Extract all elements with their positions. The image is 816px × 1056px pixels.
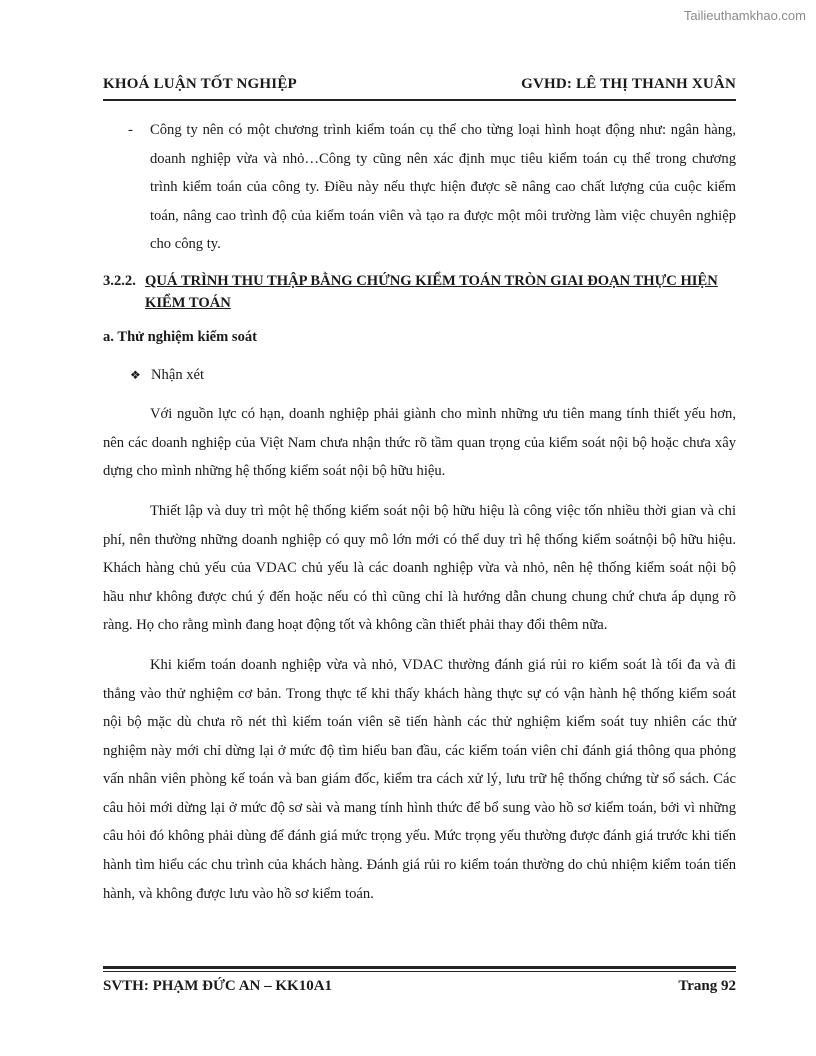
page-number: Trang 92 [678,978,736,994]
page-body [103,116,736,908]
section-heading [103,270,736,314]
header-thesis-title: KHOÁ LUẬN TỐT NGHIỆP [103,76,297,92]
bullet-item [103,116,736,259]
paragraph-1: Với nguồn lực có hạn, doanh nghiệp phải giành cho mình những ưu tiên mang tính thiết yếu hơn, nên các doanh nghiệp của Việt Nam chưa nhận thức rõ tầm quan trọng của kiểm soát nội bộ hoặc chưa xây dựng cho mình những hệ thống kiểm soát nội bộ hữu hiệu. [103,406,736,480]
section-title: QUÁ TRÌNH THU THẬP BẰNG CHỨNG KIỂM TOÁN TRÒN GIAI ĐOẠN THỰC HIỆN KIỂM TOÁN [145,272,718,311]
bullet-text: Công ty nên có một chương trình kiểm toán cụ thể cho từng loại hình hoạt động như: ngân hàng, doanh nghiệp vừa và nhỏ…Công ty cũng nên xác định mục tiêu kiểm toán cụ thể trong chương trình kiểm toán của công ty. Điều này nếu thực hiện được sẽ nâng cao chất lượng của cuộc kiểm toán, nâng cao trình độ của kiểm toán viên và tạo ra được một môi trường làm việc chuyên nghiệp cho công ty. [150,122,736,253]
note-heading [103,361,736,390]
footer-divider-thick [103,966,736,969]
section-number: 3.2.2. [103,272,136,289]
subsection-heading: a. Thử nghiệm kiểm soát [103,328,258,345]
footer-divider-thin [103,971,736,972]
page-header [103,76,736,93]
diamond-bullet-icon: ❖ [130,367,141,382]
bullet-dash: - [128,122,133,138]
note-label: Nhận xét [151,366,205,383]
header-divider [103,99,736,101]
header-supervisor: GVHD: LÊ THỊ THANH XUÂN [521,76,736,92]
watermark: Tailieuthamkhao.com [683,8,806,23]
page-footer [103,978,736,995]
footer-student: SVTH: PHẠM ĐỨC AN – KK10A1 [103,978,333,994]
paragraph-3: Khi kiểm toán doanh nghiệp vừa và nhỏ, VDAC thường đánh giá rủi ro kiểm soát là tối đa và đi thẳng vào thử nghiệm cơ bản. Trong thực tế khi thấy khách hàng thực sự có vận hành hệ thống kiểm soát nội bộ mặc dù chưa rõ nét thì kiểm toán viên sẽ tiến hành các thử nghiệm kiểm soát tuy nhiên các thử nghiệm này mới chỉ dừng lại ở mức độ tìm hiểu ban đầu, các kiểm toán viên chỉ đánh giá thông qua phỏng vấn nhân viên phòng kế toán và ban giám đốc, kiểm tra cách xử lý, lưu trữ hệ thống chứng từ sổ sách. Các câu hỏi mới dừng lại ở mức độ sơ sài và mang tính hình thức để bổ sung vào hồ sơ kiểm toán, bởi vì những câu hỏi đó không phải dùng để đánh giá mức trọng yếu. Mức trọng yếu thường được đánh giá trước khi tiến hành tìm hiểu các chu trình của khách hàng. Đánh giá rủi ro kiểm toán thường do chủ nhiệm kiểm toán tiến hành, và không được lưu vào hồ sơ kiểm toán. [103,656,736,902]
paragraph-2: Thiết lập và duy trì một hệ thống kiểm soát nội bộ hữu hiệu là công việc tốn nhiều thời gian và chi phí, nên thường những doanh nghiệp có quy mô lớn mới có thể duy trì hệ thống kiểm soátnội bộ hữu hiệu. Khách hàng chủ yếu của VDAC chủ yếu là các doanh nghiệp vừa và nhỏ, nên hệ thống kiểm soát nội bộ hầu như không được chú ý đến hoặc nếu có thì cũng chỉ là hướng dẫn chung chung chứ chưa áp dụng rõ ràng. Họ cho rằng mình đang hoạt động tốt và không cần thiết phải thay đổi thêm nữa. [103,502,736,634]
